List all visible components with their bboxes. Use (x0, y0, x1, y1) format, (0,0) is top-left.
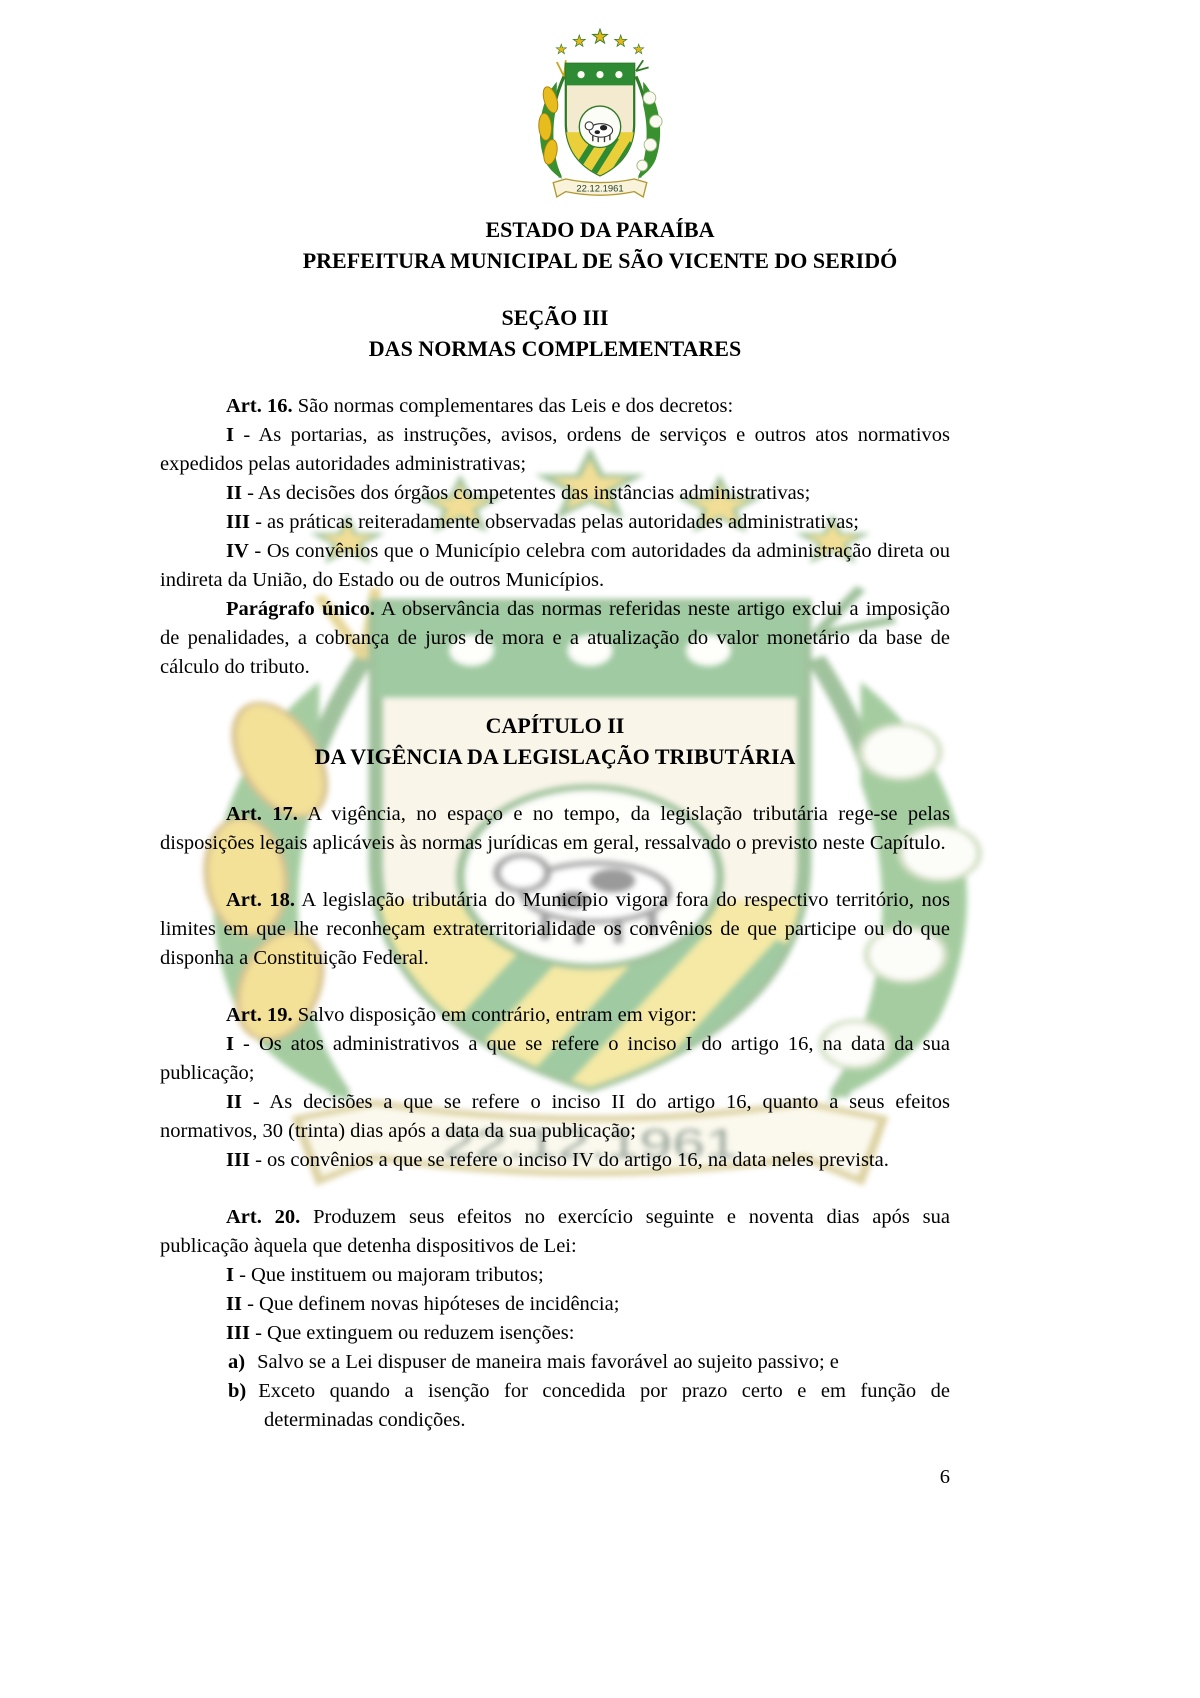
list-item-text: Salvo se a Lei dispuser de maneira mais favorável ao sujeito passivo; e (257, 1351, 839, 1373)
paragraph-text: A observância das normas referidas neste artigo exclui a imposição de penalidades, a cobrança de juros de mora e a atualização do valor monetário da base de cálculo do tributo. (160, 598, 950, 678)
clause-art16-ii (160, 479, 950, 508)
paragraph-art19 (160, 1001, 950, 1030)
clause-text: - As decisões a que se refere o inciso II do artigo 16, quanto a seus efeitos normativos, 30 (trinta) dias após a data da sua publicação; (160, 1091, 950, 1142)
header-municipality: PREFEITURA MUNICIPAL DE SÃO VICENTE DO SERIDÓ (302, 248, 898, 273)
article-text: Produzem seus efeitos no exercício seguinte e noventa dias após sua publicação àquela que detenha dispositivos de Lei: (160, 1206, 950, 1257)
section-kicker: SEÇÃO III (501, 305, 609, 330)
article-text: A vigência, no espaço e no tempo, da legislação tributária rege-se pelas disposições legais aplicáveis às normas jurídicas em geral, ressalvado o previsto neste Capítulo. (160, 803, 950, 854)
clause-text: - As portarias, as instruções, avisos, ordens de serviços e outros atos normativos expedidos pelas autoridades administrativas; (160, 424, 950, 475)
clause-label: I (226, 1264, 234, 1286)
clause-art20-i (160, 1261, 950, 1290)
clause-art19-ii (160, 1088, 950, 1146)
paragraph-label: Parágrafo único. (226, 598, 375, 620)
clause-art20-ii (160, 1290, 950, 1319)
clause-text: - Os convênios que o Município celebra com autoridades da administração direta ou indireta da União, do Estado ou de outros Municípios. (160, 540, 950, 591)
section-title: DAS NORMAS COMPLEMENTARES (368, 336, 742, 361)
clause-text: - Que instituem ou majoram tributos; (233, 1264, 544, 1286)
clause-text: - as práticas reiteradamente observadas pelas autoridades administrativas; (249, 511, 860, 533)
coat-of-arms-icon (520, 26, 680, 206)
page-number: 6 (939, 1466, 950, 1488)
chapter-heading (160, 710, 950, 772)
article-text: A legislação tributária do Município vigora fora do respectivo território, nos limites em que lhe reconheçam extraterritorialidade os convênios de que participe ou do que disponha a Constituição Federal. (160, 889, 950, 969)
paragraph-art16-paragrafo-unico (160, 595, 950, 682)
clause-text: - os convênios a que se refere o inciso IV do artigo 16, na data neles prevista. (249, 1149, 889, 1171)
document-body (160, 302, 950, 1435)
article-label: Art. 18. (226, 889, 296, 911)
article-text: São normas complementares das Leis e dos decretos: (292, 395, 734, 417)
clause-label: IV (226, 540, 249, 562)
clause-text: - Que extinguem ou reduzem isenções: (249, 1322, 575, 1344)
article-label: Art. 17. (226, 803, 298, 825)
clause-label: III (226, 1322, 250, 1344)
chapter-kicker: CAPÍTULO II (485, 713, 625, 738)
paragraph-art18 (160, 886, 950, 973)
clause-art16-iii (160, 508, 950, 537)
clause-art19-iii (160, 1146, 950, 1175)
clause-art20-iii (160, 1319, 950, 1348)
article-label: Art. 20. (226, 1206, 301, 1228)
list-item-text: Exceto quando a isenção for concedida por prazo certo e em função de determinadas condições. (258, 1380, 950, 1431)
clause-label: II (226, 1293, 242, 1315)
list-item-b (228, 1377, 950, 1435)
clause-art16-i (160, 421, 950, 479)
paragraph-art17 (160, 800, 950, 858)
list-item-marker: a) (228, 1351, 246, 1373)
clause-label: II (226, 1091, 242, 1113)
article-text: Salvo disposição em contrário, entram em vigor: (292, 1004, 697, 1026)
paragraph-art20 (160, 1203, 950, 1261)
clause-text: - Que definem novas hipóteses de incidência; (241, 1293, 620, 1315)
list-item-a (228, 1348, 950, 1377)
header-state: ESTADO DA PARAÍBA (485, 217, 715, 242)
clause-text: - As decisões dos órgãos competentes das instâncias administrativas; (241, 482, 811, 504)
list-item-marker: b) (228, 1380, 247, 1402)
article-label: Art. 16. (226, 395, 293, 417)
clause-label: I (226, 1033, 234, 1055)
clause-text: - Os atos administrativos a que se refere o inciso I do artigo 16, na data da sua publicação; (160, 1033, 950, 1084)
article-label: Art. 19. (226, 1004, 293, 1026)
page-content (0, 26, 1200, 1435)
section-heading (160, 302, 950, 364)
paragraph-art16 (160, 392, 950, 421)
clause-art19-i (160, 1030, 950, 1088)
clause-label: I (226, 424, 234, 446)
clause-label: III (226, 511, 250, 533)
clause-label: III (226, 1149, 250, 1171)
clause-label: II (226, 482, 242, 504)
chapter-title: DA VIGÊNCIA DA LEGISLAÇÃO TRIBUTÁRIA (314, 744, 796, 769)
clause-art16-iv (160, 537, 950, 595)
